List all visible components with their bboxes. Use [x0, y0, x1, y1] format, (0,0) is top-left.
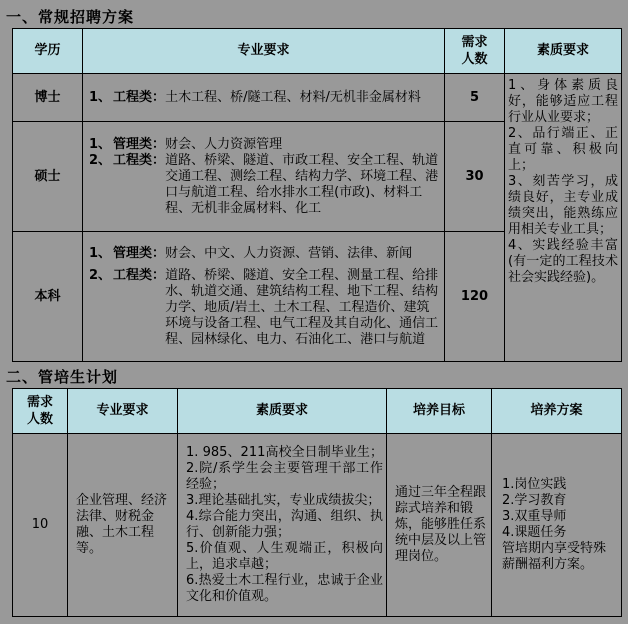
item-text: 土木工程、桥/隧工程、材料/无机非金属材料 [165, 89, 421, 105]
header-quality: 素质要求 [178, 389, 387, 434]
major-item [89, 90, 441, 106]
major-cell [83, 122, 445, 232]
major-item [89, 268, 441, 348]
header-quality: 素质要求 [505, 29, 622, 74]
item-category: 管理类： [113, 245, 166, 261]
count-cell: 30 [445, 122, 505, 232]
section-title-recruitment: 一、常规招聘方案 [6, 8, 135, 26]
header-plan: 培养方案 [492, 389, 622, 434]
count-cell: 120 [445, 232, 505, 362]
header-major: 专业要求 [68, 389, 178, 434]
quality-cell: 1、身体素质良好，能够适应工程行业从业要求； 2、品行端正、正直可靠、积极向上； 3、刻苦学习，成绩良好，主专业成绩突出，能熟练应用相关专业工具； 4、实践经验丰富(有一定的工程技术社会实践经验)。 [505, 74, 622, 362]
count-cell: 5 [445, 74, 505, 122]
item-text: 道路、桥梁、隧道、安全工程、测量工程、给排水、轨道交通、建筑结构工程、地下工程、结构力学、地质/岩土、土木工程、工程造价、建筑环境与设备工程、电气工程及其自动化、通信工程、园林绿化、电力、石油化工、港口与航道 [165, 267, 439, 347]
header-count: 需求人数 [13, 389, 68, 434]
plan-cell: 1.岗位实践 2.学习教育 3.双重导师 4.课题任务 管培期内享受特殊薪酬福利方案。 [492, 434, 622, 617]
item-number: 1、 [89, 245, 112, 261]
section-title-trainee: 二、管培生计划 [6, 368, 119, 386]
item-number: 1、 [89, 89, 112, 105]
trainee-table [12, 388, 622, 617]
header-major: 专业要求 [83, 29, 445, 74]
major-item [89, 137, 441, 153]
recruitment-table [12, 28, 622, 362]
goal-cell: 通过三年全程跟踪式培养和锻炼，能够胜任系统中层及以上管理岗位。 [387, 434, 492, 617]
item-category: 工程类： [113, 267, 166, 283]
item-category: 管理类： [113, 136, 166, 152]
quality-cell: 1. 985、211高校全日制毕业生；2.院/系学生会主要管理干部工作经验； 3.理论基础扎实，专业成绩拔尖； 4.综合能力突出，沟通、组织、执行、创新能力强； 5.价值观、人生观端正，积极向上，追求卓越； 6.热爱土木工程行业，忠诚于企业文化和价值观。 [178, 434, 387, 617]
table-row [13, 434, 622, 617]
item-category: 工程类： [113, 152, 166, 168]
major-item [89, 153, 441, 217]
degree-cell: 本科 [13, 232, 83, 362]
item-text: 财会、人力资源管理 [165, 136, 283, 152]
count-cell: 10 [13, 434, 68, 617]
item-number: 2、 [89, 267, 112, 283]
item-number: 2、 [89, 152, 112, 168]
table-row [13, 74, 622, 122]
item-number: 1、 [89, 136, 112, 152]
major-item [89, 246, 441, 262]
major-cell [83, 232, 445, 362]
item-category: 工程类： [113, 89, 166, 105]
header-degree: 学历 [13, 29, 83, 74]
item-text: 道路、桥梁、隧道、市政工程、安全工程、轨道交通工程、测绘工程、结构力学、环境工程、港口与航道工程、给水排水工程(市政)、材料工程、无机非金属材料、化工 [165, 152, 439, 216]
degree-cell: 硕士 [13, 122, 83, 232]
header-count: 需求人数 [445, 29, 505, 74]
table-header-row [13, 389, 622, 434]
major-cell [83, 74, 445, 122]
degree-cell: 博士 [13, 74, 83, 122]
major-cell: 企业管理、经济法律、财税金融、土木工程等。 [68, 434, 178, 617]
header-goal: 培养目标 [387, 389, 492, 434]
table-header-row [13, 29, 622, 74]
item-text: 财会、中文、人力资源、营销、法律、新闻 [165, 245, 413, 261]
